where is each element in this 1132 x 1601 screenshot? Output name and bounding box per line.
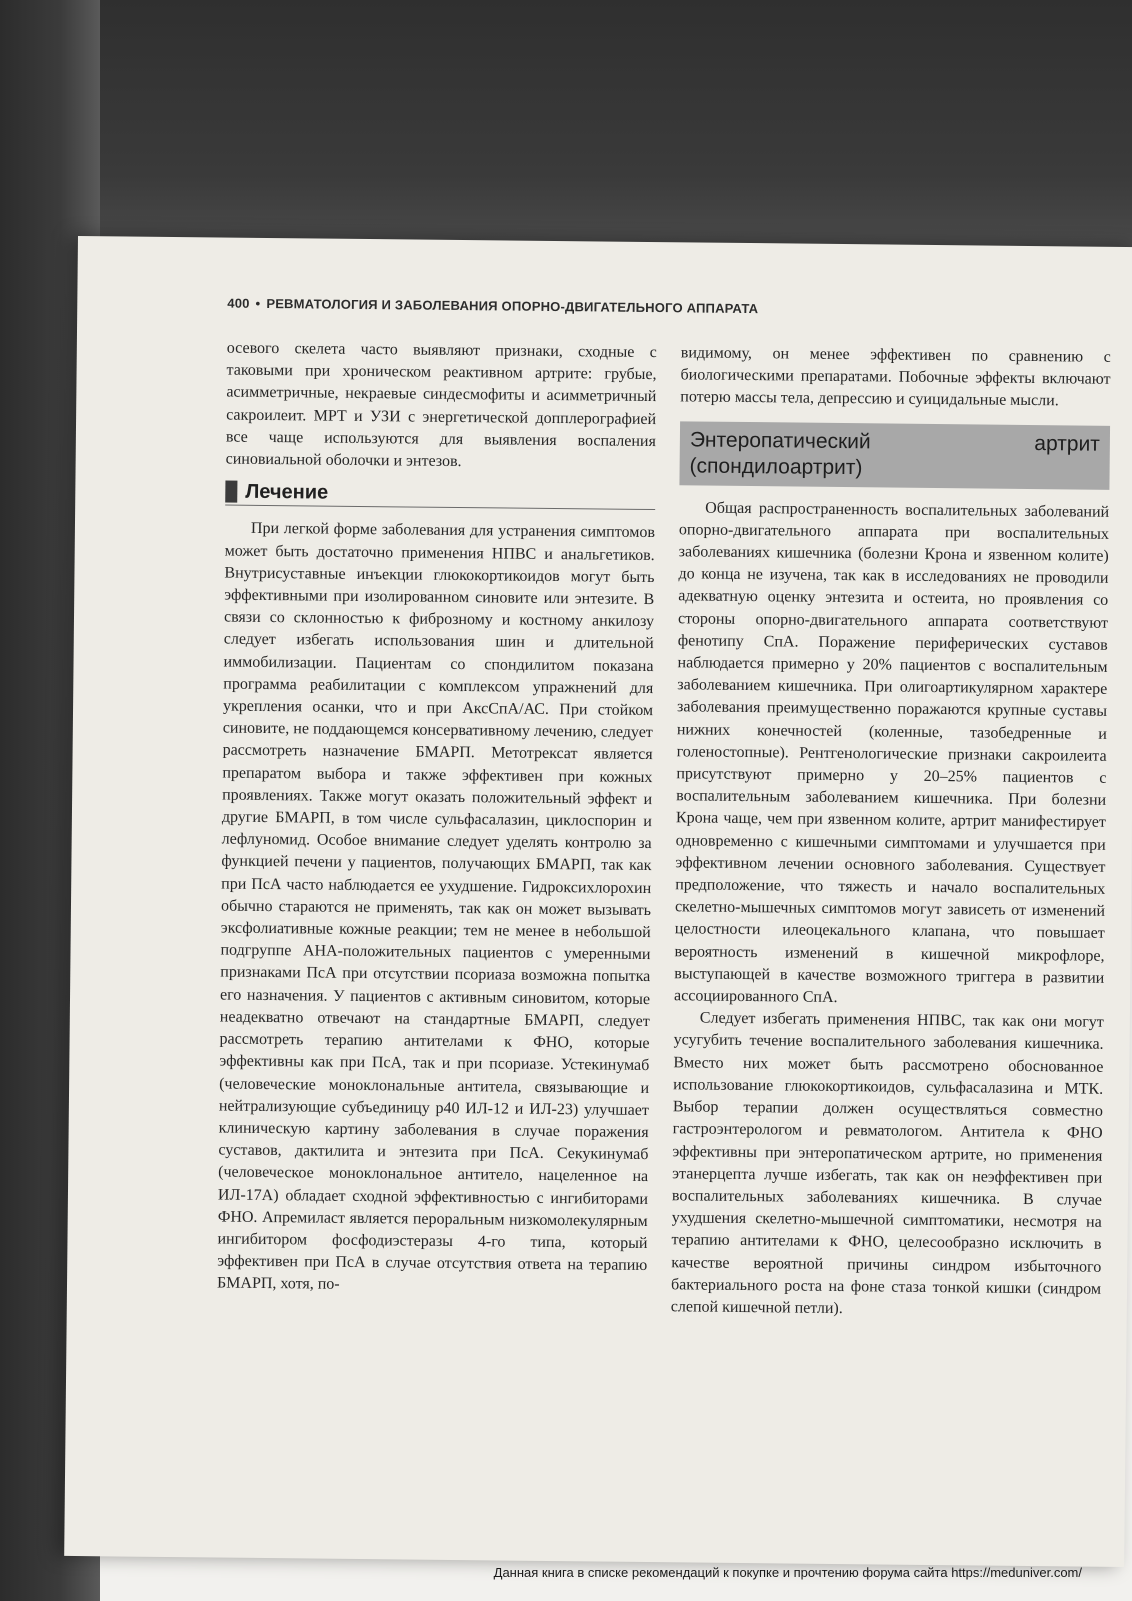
section-heading: Энтеропатический артрит (спондилоартрит) [679,421,1110,489]
left-column [217,338,657,1300]
treatment-paragraph: При легкой форме заболевания для устранения симптомов может быть достаточно применения НПВС и анальгетиков. Внутрисуставные инъекции глюкокортикоидов могут быть эффективными при изолированном синовите или энтезите. В связи со склонностью к фиброзному и костному анкилозу следует избегать использования шин и длительной иммобилизации. Пациентам со спондилитом показана программа реабилитации с комплексом упражнений для укрепления осанки, что и при АксСпА/АС. При стойком синовите, не поддающемся консервативному лечению, следует рассмотреть назначение БМАРП. Метотрексат является препаратом выбора и также эффективен при кожных проявлениях. Также могут оказать положительный эффект и другие БМАРП, в том числе сульфасалазин, циклоспорин и лефлуномид. Особое внимание следует уделять контролю за функцией печени у пациентов, получающих БМАРП, так как при ПсА часто наблюдается ее ухудшение. Гидроксихлорохин обычно стараются не применять, так как он может вызывать эксфолиативные кожные реакции; тем не менее в небольшой подгруппе АНА-положительных пациентов с умеренными признаками ПсА при отсутствии псориаза возможна попытка его назначения. У пациентов с активным синовитом, которые неадекватно отвечают на стандартные БМАРП, следует рассмотреть терапию антителами к ФНО, которые эффективны как при ПсА, так и при псориазе. Устекинумаб (человеческие моноклональные антитела, связывающие и нейтрализующие субъединицу p40 ИЛ-12 и ИЛ-23) улучшает клиническую картину заболевания в случае поражения суставов, дактилита и энтезита при ПсА. Секукинумаб (человеческое моноклональное антитело, нацеленное на ИЛ-17А) обладает сходной эффективностью с ингибиторами ФНО. Апремиласт является пероральным низкомолекулярным ингибитором фосфодиэстеразы 4-го типа, который эффективен при ПсА в случае отсутствия ответа на терапию БМАРП, хотя, по- [216,520,656,1294]
running-title: РЕВМАТОЛОГИЯ И ЗАБОЛЕВАНИЯ ОПОРНО-ДВИГАТЕЛЬНОГО АППАРАТА [266,295,759,317]
book-page [64,236,1132,1567]
heading-marker [225,481,237,503]
continuation-paragraph: видимому, он менее эффективен по сравнению с биологическими препаратами. Побочные эффекты включают потерю массы тела, депрессию и суицидальные мысли. [680,344,1111,410]
intro-paragraph: осевого скелета часто выявляют признаки, сходные с таковыми при хроническом реактивном артрите: грубые, асимметричные, некраевые синдесмофиты и асимметричный сакроилеит. МРТ и УЗИ с энергетической допплерографией все чаще используются для выявления воспаления синовиальной оболочки и энтезов. [225,339,657,471]
enteropathic-paragraph-1: Общая распространенность воспалительных заболеваний опорно-двигательного аппарата при воспалительных заболеваниях кишечника (болезни Крона и язвенном колите) до конца не изучена, так как в исследованиях не проводили адекватную оценку энтезита и остеита, но проявления со стороны опорно-двигательного аппарата соответствуют фенотипу СпА. Поражение периферических суставов наблюдается примерно у 20% пациентов с воспалительным заболеванием кишечника. При олигоартикулярном характере заболевания преимущественно поражаются крупные суставы нижних конечностей (коленные, тазобедренные и голеностопные). Рентгенологические признаки сакроилеита присутствуют примерно у 20–25% пациентов с воспалительным заболеванием кишечника. При болезни Крона чаще, чем при язвенном колите, артрит манифестирует одновременно с кишечными симптомами и улучшается при эффективном лечении основного заболевания. Существует предположение, что тяжесть и начало воспалительных скелетно-мышечных симптомов могут зависеть от изменений целостности илеоцекального клапана, что повышает вероятность изменений в кишечной микрофлоре, выступающей в качестве возможного триггера в развитии ассоциированного СпА. [673,499,1110,1007]
page-header [227,296,927,318]
header-bullet: • [255,295,261,311]
page-number: 400 [227,295,250,311]
footer-note: Данная книга в списке рекомендаций к покупке и прочтению форума сайта https://meduniver.com/ [493,1565,1082,1580]
treatment-heading-text: Лечение [245,480,329,504]
enteropathic-paragraph-2: Следует избегать применения НПВС, так как они могут усугубить течение воспалительного заболевания кишечника. Вместо них может быть рассмотрено обоснованное использование глюкокортикоидов, сульфасалазина и МТК. Выбор терапии должен осуществляться совместно гастроэнтерологом и ревматологом. Антитела к ФНО эффективны при энтеропатическом артрите, но применения этанерцепта лучше избегать, так как он неэффективен при воспалительных заболеваниях кишечника. В случае ухудшения скелетно-мышечной симптоматики, несмотря на терапию антителами к ФНО, целесообразно исключить в качестве вероятной причины синдром избыточного бактериального роста на фоне стаза тонкой кишки (синдром слепой кишечной петли). [670,1009,1104,1317]
scan-background-dark [0,0,1132,250]
right-column [671,342,1111,1323]
treatment-heading [225,481,655,511]
